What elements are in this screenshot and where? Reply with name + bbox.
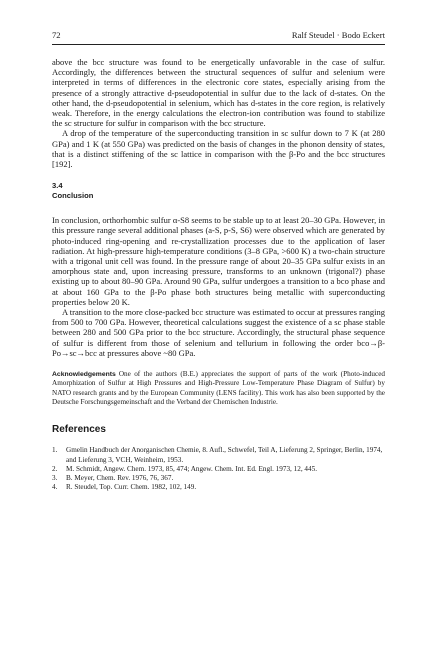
reference-item [52, 483, 385, 492]
paragraph: A drop of the temperature of the superconducting transition in sc sulfur down to 7 K (at 280 GPa) and 1 K (at 550 GPa) was predicted on the basis of changes in the phonon density of states, that is a distinct stiffening of the sc lattice in comparison with the β-Po and the bcc structures [192]. [52, 128, 385, 170]
reference-item [52, 465, 385, 474]
page-number: 72 [52, 30, 61, 40]
paragraph: A transition to the more close-packed bcc structure was estimated to occur at pressures ranging from 500 to 700 GPa. However, theoretical calculations suggest the existence of a sc phase stable between 280 and 500 GPa prior to the bcc structure. Accordingly, the structural phase sequence of sulfur is different from those of selenium and tellurium in following the order bco→β-Po→sc→bcc at pressures above ~80 GPa. [52, 307, 385, 358]
reference-item [52, 474, 385, 483]
acknowledgements-text: One of the authors (B.E.) appreciates the support of parts of the work (Photo-induced Amorphization of Sulfur at High Pressures and High-Pressure Low-Temperature Phase Diagram of Sulfur) by NATO research grants and by the European Community (LENS facility). This work has also been supported by the Deutsche Forschungsgemeinschaft and the Verband der Chemischen Industrie. [52, 370, 385, 406]
reference-number: 1. [52, 446, 58, 455]
reference-number: 4. [52, 483, 58, 492]
paragraph: In conclusion, orthorhombic sulfur α-S8 seems to be stable up to at least 20–30 GPa. However, in this pressure range several additional phases (a-S, p-S, S6) were observed which are generated by photo-induced ring-opening and re-crystallization processes due to the application of laser radiation. At high-pressure high-temperature conditions (3–8 GPa, >600 K) a two-chain structure with a trigonal unit cell was found. In the pressure range of about 20–35 GPa sulfur exists in an amorphous state and, upon increasing pressure, transforms to an unknown (trigonal?) phase existing up to about 80–90 GPa. Around 90 GPa, sulfur undergoes a transition to a bco phase and at about 160 GPa to the β-Po phase both structures being metallic with superconducting properties below 20 K. [52, 215, 385, 307]
reference-text: M. Schmidt, Angew. Chem. 1973, 85, 474; Angew. Chem. Int. Ed. Engl. 1973, 12, 445. [66, 464, 318, 473]
section-title: Conclusion [52, 191, 94, 201]
reference-number: 2. [52, 464, 58, 473]
acknowledgements [52, 370, 385, 407]
reference-text: Gmelin Handbuch der Anorganischen Chemie, 8. Aufl., Schwefel, Teil A, Lieferung 2, Springer, Berlin, 1974, and Lieferung 3, VCH, Weinheim, 1953. [66, 446, 383, 464]
reference-number: 3. [52, 474, 58, 483]
section-number: 3.4 [52, 181, 63, 191]
reference-item [52, 446, 385, 465]
reference-text: R. Steudel, Top. Curr. Chem. 1982, 102, 149. [66, 483, 197, 492]
references-title: References [52, 424, 106, 436]
reference-text: B. Meyer, Chem. Rev. 1976, 76, 367. [66, 474, 174, 483]
running-head-authors: Ralf Steudel · Bodo Eckert [291, 30, 385, 40]
acknowledgements-label: Acknowledgements [52, 371, 116, 379]
running-head [52, 30, 385, 45]
section-heading [52, 181, 385, 201]
body-text [52, 57, 385, 169]
section-body [52, 215, 385, 358]
references-list [52, 446, 385, 492]
paragraph: above the bcc structure was found to be energetically unfavorable in the case of sulfur. Accordingly, the differences between the structural sequences of sulfur and selenium were interpreted in terms of differences in the electronic core states, especially arising from the presence of a strongly attractive d-pseudopotential in sulfur due to the lack of d-states. On the other hand, the d-pseudopotential in selenium, which has d-states in the core region, is relatively weak. Therefore, in the energy calculations the electron-ion contribution was found to stabilize the sc structure for sulfur in comparison with the bcc structure. [52, 57, 385, 129]
